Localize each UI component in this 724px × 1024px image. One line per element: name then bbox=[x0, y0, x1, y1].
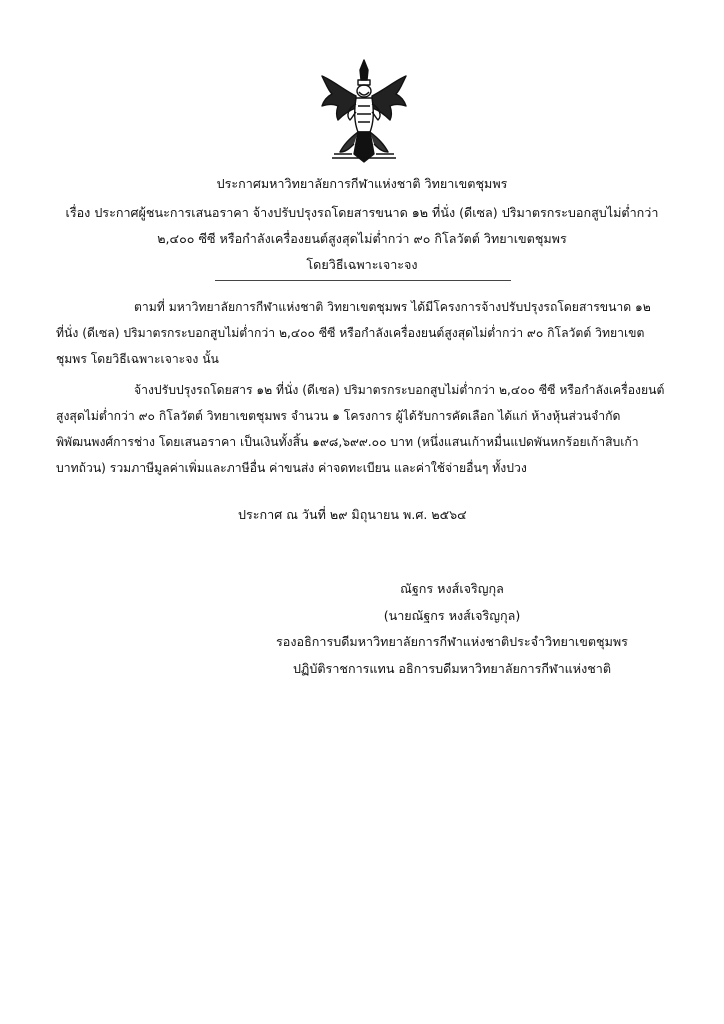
para1-line2: ที่นั่ง (ดีเซล) ปริมาตรกระบอกสูบไม่ต่ำกว่า ๒,๔๐๐ ซีซี หรือกำลังเครื่องยนต์สูงสุดไม่ต่ำกว่า ๙๐ กิโลวัตต์ วิทยาเขต bbox=[56, 326, 645, 340]
para1-line3: ชุมพร โดยวิธีเฉพาะเจาะจง นั้น bbox=[56, 352, 219, 366]
procurement-method: โดยวิธีเฉพาะเจาะจง bbox=[306, 257, 418, 272]
para2-line2: สูงสุดไม่ต่ำกว่า ๙๐ กิโลวัตต์ วิทยาเขตชุมพร จำนวน ๑ โครงการ ผู้ได้รับการคัดเลือก ได้แก่ ห้างหุ้นส่วนจำกัด bbox=[56, 409, 621, 423]
para1-line1: ตามที่ มหาวิทยาลัยการกีฬาแห่งชาติ วิทยาเขตชุมพร ได้มีโครงการจ้างปรับปรุงรถโดยสารขนาด ๑๒ bbox=[134, 300, 651, 314]
signer-acting-role: ปฏิบัติราชการแทน อธิการบดีมหาวิทยาลัยการกีฬาแห่งชาติ bbox=[292, 661, 612, 676]
para2-line4: บาทถ้วน) รวมภาษีมูลค่าเพิ่มและภาษีอื่น ค่าขนส่ง ค่าจดทะเบียน และค่าใช้จ่ายอื่นๆ ทั้งปวง bbox=[56, 461, 527, 475]
announcement-date: ประกาศ ณ วันที่ ๒๙ มิถุนายน พ.ศ. ๒๕๖๔ bbox=[238, 507, 467, 522]
announcement-org: ประกาศมหาวิทยาลัยการกีฬาแห่งชาติ วิทยาเขตชุมพร bbox=[216, 176, 508, 191]
subject-line-1: เรื่อง ประกาศผู้ชนะการเสนอราคา จ้างปรับปรุงรถโดยสารขนาด ๑๒ ที่นั่ง (ดีเซล) ปริมาตรกระบอกสูบไม่ต่ำกว่า bbox=[65, 205, 659, 220]
header-divider bbox=[215, 280, 511, 281]
subject-line-2: ๒,๔๐๐ ซีซี หรือกำลังเครื่องยนต์สูงสุดไม่ต่ำกว่า ๙๐ กิโลวัตต์ วิทยาเขตชุมพร bbox=[157, 231, 567, 246]
para2-line3: พิพัฒนพงศ์การช่าง โดยเสนอราคา เป็นเงินทั้งสิ้น ๑๙๘,๖๙๙.๐๐ บาท (หนึ่งแสนเก้าหมื่นแปดพันหกร้อยเก้าสิบเก้า bbox=[56, 435, 639, 449]
signer-position: รองอธิการบดีมหาวิทยาลัยการกีฬาแห่งชาติประจำวิทยาเขตชุมพร bbox=[276, 634, 628, 649]
garuda-emblem-icon bbox=[316, 58, 412, 166]
para2-line1: จ้างปรับปรุงรถโดยสาร ๑๒ ที่นั่ง (ดีเซล) ปริมาตรกระบอกสูบไม่ต่ำกว่า ๒,๔๐๐ ซีซี หรือกำลังเครื่องยนต์ bbox=[134, 383, 665, 397]
signer-full-name: (นายณัฐกร หงส์เจริญกุล) bbox=[383, 608, 521, 623]
signer-name: ณัฐกร หงส์เจริญกุล bbox=[400, 581, 504, 596]
